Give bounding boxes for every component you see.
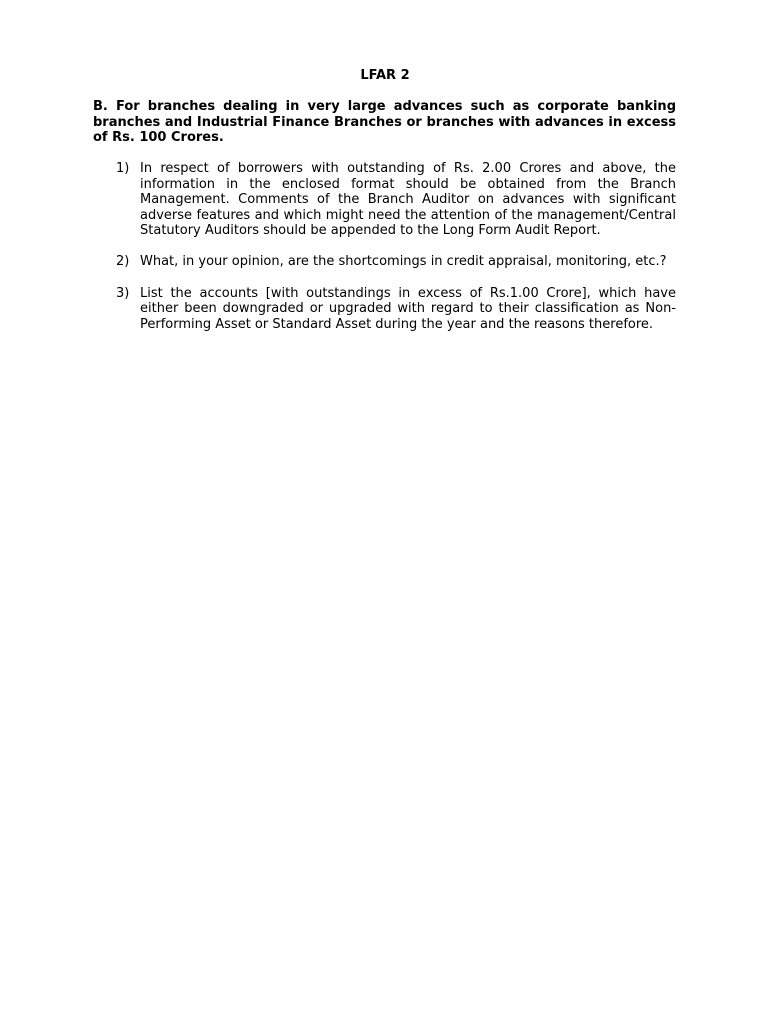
list-item-text: What, in your opinion, are the shortcomings in credit appraisal, monitoring, etc.? — [140, 254, 667, 270]
list-item — [93, 286, 676, 333]
numbered-list — [93, 161, 676, 348]
section-heading: B. For branches dealing in very large advances such as corporate banking branches and Industrial Finance Branches or branches with advances in excess of Rs. 100 Crores. — [93, 99, 676, 146]
list-item-number: 2) — [116, 254, 130, 270]
list-item — [93, 254, 676, 270]
document-title: LFAR 2 — [360, 68, 410, 83]
list-item-text: List the accounts [with outstandings in excess of Rs.1.00 Crore], which have either been downgraded or upgraded with regard to their classification as Non-Performing Asset or Standard Asset during the year and the reasons therefore. — [140, 285, 676, 332]
list-item — [93, 161, 676, 239]
list-item-number: 1) — [116, 161, 130, 176]
list-item-text: In respect of borrowers with outstanding of Rs. 2.00 Crores and above, the information in the enclosed format should be obtained from the Branch Management. Comments of the Branch Auditor on advances with significant adverse features and which might need the attention of the management/Central Statutory Auditors should be appended to the Long Form Audit Report. — [140, 161, 676, 239]
list-item-number: 3) — [116, 285, 130, 301]
